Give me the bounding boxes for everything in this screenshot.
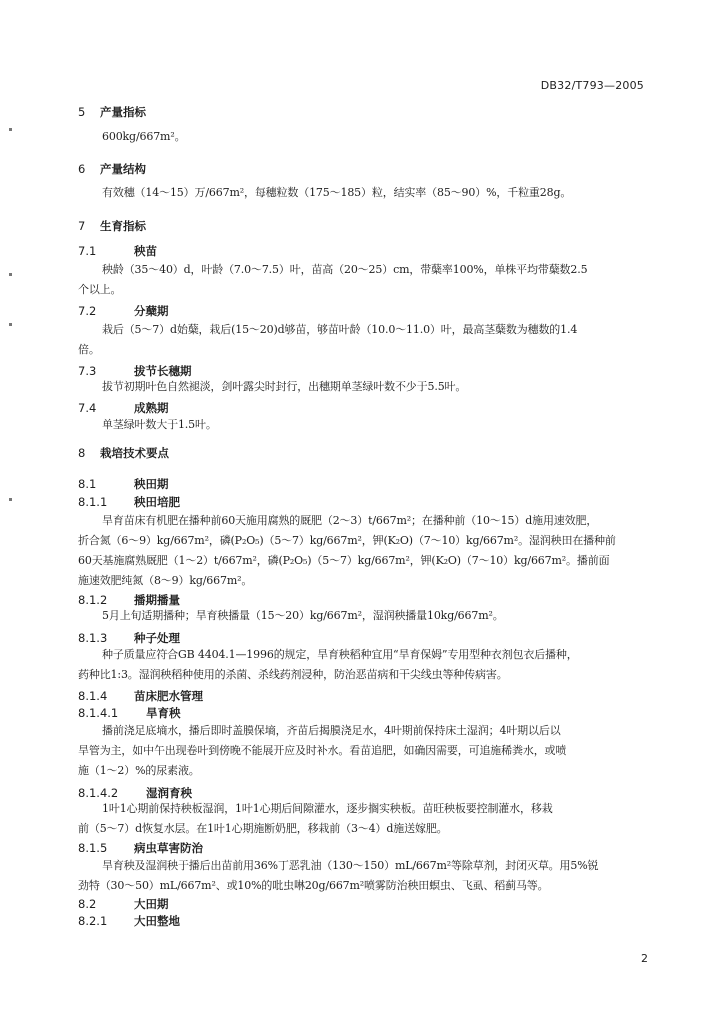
heading-8-1-1: 8.1.1 秧田培肥 <box>78 495 180 509</box>
paragraph-5: 600kg/667m²。 <box>102 130 186 143</box>
heading-8-1: 8.1 秧田期 <box>78 477 169 491</box>
paragraph-7-2-line2: 倍。 <box>78 343 100 356</box>
heading-8-2: 8.2 大田期 <box>78 897 169 911</box>
scan-mark <box>9 498 12 501</box>
heading-8: 8 栽培技术要点 <box>78 446 169 460</box>
scan-mark <box>9 128 12 131</box>
scan-mark <box>9 323 12 326</box>
paragraph-7-4: 单茎绿叶数大于1.5叶。 <box>102 418 217 431</box>
heading-8-1-4-1: 8.1.4.1 旱育秧 <box>78 706 181 720</box>
paragraph-7-1-line2: 个以上。 <box>78 283 122 296</box>
heading-8-2-1: 8.2.1 大田整地 <box>78 914 180 928</box>
paragraph-6: 有效穗（14～15）万/667m²，每穗粒数（175～185）粒，结实率（85～90）%，千粒重28g。 <box>102 186 572 199</box>
paragraph-8-1-1-line1: 旱育苗床有机肥在播种前60天施用腐熟的厩肥（2～3）t/667m²；在播种前（10～15）d施用速效肥， <box>102 514 598 527</box>
scan-mark <box>9 273 12 276</box>
heading-7-2: 7.2 分蘖期 <box>78 304 169 318</box>
paragraph-8-1-4-2-line1: 1叶1心期前保持秧板湿润，1叶1心期后间隙灌水，逐步搁实秧板。苗旺秧板要控制灌水，移栽 <box>102 802 553 815</box>
paragraph-8-1-1-line2: 折合氮（6～9）kg/667m²，磷(P₂O₅)（5～7）kg/667m²，钾(K₂O)（7～10）kg/667m²。湿润秧田在播种前 <box>78 534 616 547</box>
heading-7-4: 7.4 成熟期 <box>78 401 169 415</box>
paragraph-7-1-line1: 秧龄（35～40）d，叶龄（7.0～7.5）叶，苗高（20～25）cm，带蘖率100%，单株平均带蘖数2.5 <box>102 263 588 276</box>
paragraph-8-1-5-line1: 旱育秧及湿润秧于播后出苗前用36%丁恶乳油（130～150）mL/667m²等除草剂，封闭灭草。用5%锐 <box>102 859 599 872</box>
heading-8-1-4: 8.1.4 苗床肥水管理 <box>78 689 203 703</box>
page-number: 2 <box>641 952 648 965</box>
heading-6: 6 产量结构 <box>78 162 146 176</box>
heading-7-3: 7.3 拔节长穗期 <box>78 364 192 378</box>
heading-8-1-3: 8.1.3 种子处理 <box>78 631 180 645</box>
paragraph-8-1-1-line4: 施速效肥纯氮（8～9）kg/667m²。 <box>78 574 253 587</box>
paragraph-8-1-4-2-line2: 前（5～7）d恢复水层。在1叶1心期施断奶肥，移栽前（3～4）d施送嫁肥。 <box>78 822 448 835</box>
paragraph-7-3: 拔节初期叶色自然褪淡，剑叶露尖时封行，出穗期单茎绿叶数不少于5.5叶。 <box>102 380 467 393</box>
paragraph-8-1-4-1-line1: 播前浇足底墒水，播后即时盖膜保墒，齐苗后揭膜浇足水，4叶期前保持床土湿润；4叶期以后以 <box>102 724 561 737</box>
paragraph-8-1-5-line2: 劲特（30～50）mL/667m²、或10%的吡虫啉20g/667m²喷雾防治秧田螟虫、飞虱、稻蓟马等。 <box>78 879 549 892</box>
heading-5: 5 产量指标 <box>78 105 146 119</box>
paragraph-7-2-line1: 栽后（5～7）d始蘖，栽后(15～20)d够苗，够苗叶龄（10.0～11.0）叶，最高茎蘖数为穗数的1.4 <box>102 323 578 336</box>
paragraph-8-1-1-line3: 60天基施腐熟厩肥（1～2）t/667m²，磷(P₂O₅)（5～7）kg/667m²，钾(K₂O)（7～10）kg/667m²。播前面 <box>78 554 610 567</box>
heading-8-1-2: 8.1.2 播期播量 <box>78 593 180 607</box>
heading-8-1-4-2: 8.1.4.2 湿润育秧 <box>78 786 192 800</box>
heading-7: 7 生育指标 <box>78 219 146 233</box>
heading-8-1-5: 8.1.5 病虫草害防治 <box>78 841 203 855</box>
heading-7-1: 7.1 秧苗 <box>78 244 157 258</box>
paragraph-8-1-2: 5月上旬适期播种；旱育秧播量（15～20）kg/667m²，湿润秧播量10kg/667m²。 <box>102 609 504 622</box>
paragraph-8-1-4-1-line3: 施（1～2）%的尿素液。 <box>78 764 200 777</box>
standard-number: DB32/T793—2005 <box>540 79 644 92</box>
paragraph-8-1-4-1-line2: 旱管为主，如中午出现卷叶到傍晚不能展开应及时补水。看苗追肥，如确因需要，可追施稀粪水，或喷 <box>78 744 567 757</box>
paragraph-8-1-3-line2: 药种比1:3。湿润秧稻种使用的杀菌、杀线药剂浸种，防治恶苗病和干尖线虫等种传病害。 <box>78 668 508 681</box>
paragraph-8-1-3-line1: 种子质量应符合GB 4404.1—1996的规定，旱育秧稻种宜用“旱育保姆”专用型种衣剂包衣后播种， <box>102 648 578 661</box>
